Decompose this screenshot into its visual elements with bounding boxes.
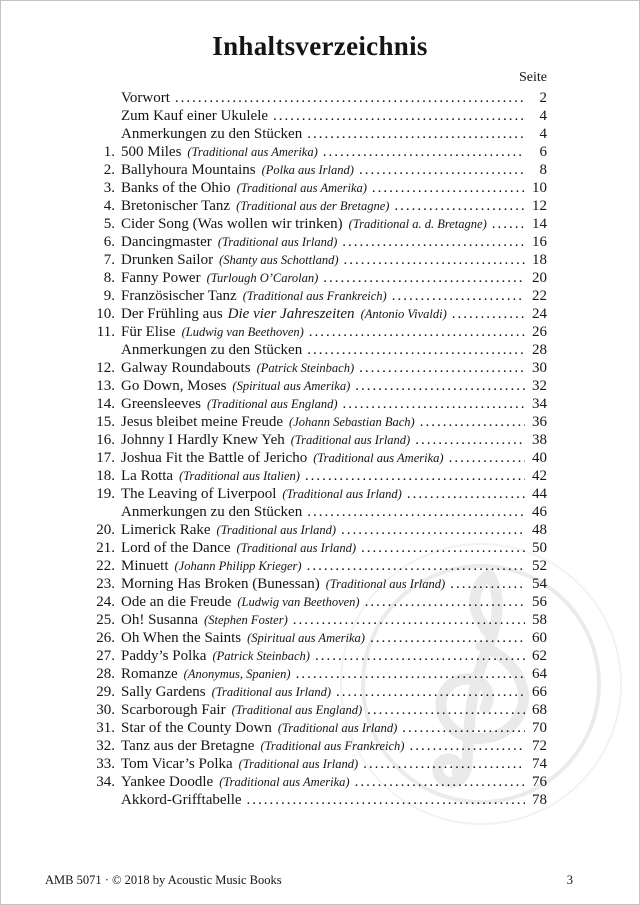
entry-title: Ballyhoura Mountains [121, 162, 256, 178]
entry-title: Für Elise [121, 324, 176, 340]
entry-detail: (Traditional aus Amerika) [236, 181, 367, 195]
entry-number: 15. [96, 414, 115, 430]
entry-title: Star of the County Down [121, 720, 272, 736]
toc-entry [79, 467, 547, 485]
entry-title: Johnny I Hardly Knew Yeh [121, 432, 285, 448]
toc-entry [79, 665, 547, 683]
entry-number: 34. [96, 774, 115, 790]
entry-detail: (Spiritual aus Amerika) [247, 631, 365, 645]
dotted-leader [367, 701, 525, 719]
entry-detail: (Traditional aus der Bretagne) [236, 199, 390, 213]
dotted-leader [293, 611, 525, 629]
entry-page: 22 [532, 288, 547, 304]
entry-number: 31. [96, 720, 115, 736]
entry-detail: (Traditional aus Irland) [216, 523, 337, 537]
entry-title: Tom Vicar’s Polka [121, 756, 233, 772]
entry-page: 38 [532, 432, 547, 448]
entry-number: 27. [96, 648, 115, 664]
entry-number: 22. [96, 558, 115, 574]
entry-detail: (Stephen Foster) [204, 613, 288, 627]
entry-detail: (Traditional aus Irland) [217, 235, 338, 249]
dotted-leader [452, 305, 525, 323]
dotted-leader [363, 755, 525, 773]
dotted-leader [449, 449, 525, 467]
toc-entry [79, 413, 547, 431]
entry-page: 26 [532, 324, 547, 340]
entry-page: 40 [532, 450, 547, 466]
toc-entry [79, 791, 547, 809]
entry-title: Anmerkungen zu den Stücken [121, 342, 303, 358]
entry-number: 18. [96, 468, 115, 484]
entry-detail: (Traditional aus Amerika) [313, 451, 444, 465]
dotted-leader [370, 629, 525, 647]
entry-detail: (Ludwig van Beethoven) [181, 325, 304, 339]
toc-entry [79, 593, 547, 611]
dotted-leader [365, 593, 525, 611]
dotted-leader [342, 233, 525, 251]
dotted-leader [407, 485, 525, 503]
dotted-leader [247, 791, 525, 809]
entry-page: 56 [532, 594, 547, 610]
entry-number: 8. [103, 270, 115, 286]
entry-title: Romanze [121, 666, 178, 682]
toc-entry [79, 485, 547, 503]
entry-page: 50 [532, 540, 547, 556]
entry-number: 23. [96, 576, 115, 592]
entry-page: 18 [532, 252, 547, 268]
entry-detail: (Ludwig van Beethoven) [237, 595, 360, 609]
entry-detail: (Johann Philipp Krieger) [174, 559, 302, 573]
entry-page: 46 [532, 504, 547, 520]
entry-detail: (Traditional aus Irland) [282, 487, 402, 501]
seite-column-header: Seite [519, 70, 547, 85]
entry-detail: (Traditional aus Irland) [238, 757, 359, 771]
entry-detail: (Traditional a. d. Bretagne) [348, 217, 487, 231]
dotted-leader [296, 665, 525, 683]
entry-title: Fanny Power [121, 270, 201, 286]
entry-page: 16 [532, 234, 547, 250]
dotted-leader [415, 431, 525, 449]
entry-title: Anmerkungen zu den Stücken [121, 126, 303, 142]
entry-title: Tanz aus der Bretagne [121, 738, 255, 754]
entry-title: Sally Gardens [121, 684, 206, 700]
entry-page: 14 [532, 216, 547, 232]
page-title: Inhaltsverzeichnis [212, 31, 428, 61]
entry-title: Anmerkungen zu den Stücken [121, 504, 303, 520]
entry-number: 21. [96, 540, 115, 556]
entry-detail: (Turlough O’Carolan) [206, 271, 319, 285]
entry-detail: (Traditional aus Amerika) [219, 775, 350, 789]
toc-entry [79, 215, 547, 233]
entry-detail: (Patrick Steinbach) [256, 361, 355, 375]
entry-page: 48 [532, 522, 547, 538]
entry-page: 68 [532, 702, 547, 718]
entry-page: 64 [532, 666, 547, 682]
entry-number: 7. [103, 252, 115, 268]
dotted-leader [305, 467, 525, 485]
entry-detail: (Spiritual aus Amerika) [232, 379, 351, 393]
entry-title: Joshua Fit the Battle of Jericho [121, 450, 308, 466]
entry-number: 12. [96, 360, 115, 376]
toc-entry [79, 701, 547, 719]
entry-detail: (Shanty aus Schottland) [219, 253, 339, 267]
entry-title: Yankee Doodle [121, 774, 214, 790]
entry-number: 13. [96, 378, 115, 394]
dotted-leader [359, 161, 525, 179]
entry-page: 12 [532, 198, 547, 214]
entry-page: 58 [532, 612, 547, 628]
dotted-leader [307, 557, 525, 575]
toc-list [1, 89, 639, 809]
toc-entry [79, 125, 547, 143]
entry-detail: (Patrick Steinbach) [212, 649, 310, 663]
entry-title: 500 Miles [121, 144, 182, 160]
toc-entry [79, 269, 547, 287]
toc-entry [79, 89, 547, 107]
toc-entry [79, 323, 547, 341]
entry-number: 20. [96, 522, 115, 538]
entry-number: 14. [96, 396, 115, 412]
entry-page: 34 [532, 396, 547, 412]
entry-page: 76 [532, 774, 547, 790]
toc-entry [79, 557, 547, 575]
dotted-leader [402, 719, 525, 737]
entry-number: 2. [103, 162, 115, 178]
dotted-leader [341, 521, 525, 539]
toc-entry [79, 161, 547, 179]
entry-detail: (Traditional aus Irland) [277, 721, 398, 735]
entry-page: 32 [532, 378, 547, 394]
entry-number: 5. [103, 216, 115, 232]
footer-page-number: 3 [566, 873, 573, 887]
entry-title: Oh When the Saints [121, 630, 242, 646]
toc-entry [79, 197, 547, 215]
entry-page: 30 [532, 360, 547, 376]
entry-number: 29. [96, 684, 115, 700]
dotted-leader [372, 179, 525, 197]
entry-number: 26. [96, 630, 115, 646]
dotted-leader [309, 323, 525, 341]
dotted-leader [392, 287, 525, 305]
entry-page: 54 [532, 576, 547, 592]
entry-detail: (Traditional aus Amerika) [187, 145, 318, 159]
dotted-leader [336, 683, 525, 701]
toc-entry [79, 521, 547, 539]
entry-number: 25. [96, 612, 115, 628]
entry-title: Greensleeves [121, 396, 201, 412]
toc-entry [79, 107, 547, 125]
entry-number: 19. [96, 486, 115, 502]
dotted-leader [273, 107, 525, 125]
entry-page: 72 [532, 738, 547, 754]
entry-title: Banks of the Ohio [121, 180, 231, 196]
entry-title: Jesus bleibet meine Freude [121, 414, 284, 430]
entry-number: 6. [103, 234, 115, 250]
entry-title: Drunken Sailor [121, 252, 214, 268]
toc-entry [79, 305, 547, 323]
toc-entry [79, 719, 547, 737]
entry-number: 3. [103, 180, 115, 196]
entry-title-italic: Die vier Jahreszeiten [227, 306, 355, 322]
entry-title: The Leaving of Liverpool [121, 486, 277, 502]
dotted-leader [361, 539, 525, 557]
dotted-leader [492, 215, 525, 233]
entry-title: Vorwort [121, 90, 170, 106]
toc-entry [79, 431, 547, 449]
dotted-leader [394, 197, 525, 215]
toc-entry [79, 233, 547, 251]
entry-number: 28. [96, 666, 115, 682]
entry-page: 78 [532, 792, 547, 808]
entry-detail: (Traditional aus Frankreich) [242, 289, 387, 303]
toc-entry [79, 575, 547, 593]
dotted-leader [343, 395, 525, 413]
entry-number: 30. [96, 702, 115, 718]
entry-title: Ode an die Freude [121, 594, 232, 610]
entry-title: Dancingmaster [121, 234, 212, 250]
toc-entry [79, 539, 547, 557]
dotted-leader [355, 377, 525, 395]
footer [45, 873, 573, 888]
toc-entry [79, 395, 547, 413]
dotted-leader [420, 413, 525, 431]
toc-entry [79, 503, 547, 521]
dotted-leader [323, 143, 525, 161]
dotted-leader [323, 269, 525, 287]
dotted-leader [175, 89, 525, 107]
entry-title: Galway Roundabouts [121, 360, 251, 376]
toc-entry [79, 449, 547, 467]
entry-title: Limerick Rake [121, 522, 211, 538]
entry-title: Der Frühling aus [121, 306, 223, 322]
entry-page: 62 [532, 648, 547, 664]
entry-page: 74 [532, 756, 547, 772]
entry-number: 9. [103, 288, 115, 304]
entry-title: La Rotta [121, 468, 174, 484]
entry-title: Scarborough Fair [121, 702, 226, 718]
entry-title: Morning Has Broken (Bunessan) [121, 576, 320, 592]
entry-detail: (Traditional aus Irland) [236, 541, 357, 555]
entry-page: 42 [532, 468, 547, 484]
dotted-leader [359, 359, 525, 377]
entry-detail: (Anonymus, Spanien) [183, 667, 291, 681]
entry-page: 24 [532, 306, 547, 322]
entry-title: Cider Song (Was wollen wir trinken) [121, 216, 343, 232]
entry-detail: (Traditional aus Irland) [211, 685, 332, 699]
dotted-leader [409, 737, 525, 755]
toc-entry [79, 611, 547, 629]
toc-entry [79, 737, 547, 755]
entry-detail: (Traditional aus Irland) [325, 577, 446, 591]
toc-entry [79, 755, 547, 773]
toc-entry [79, 683, 547, 701]
entry-title: Akkord-Grifftabelle [121, 792, 242, 808]
entry-detail: (Traditional aus England) [206, 397, 338, 411]
entry-page: 70 [532, 720, 547, 736]
toc-entry [79, 251, 547, 269]
entry-title: Zum Kauf einer Ukulele [121, 108, 269, 124]
entry-number: 16. [96, 432, 115, 448]
entry-page: 28 [532, 342, 547, 358]
entry-page: 66 [532, 684, 547, 700]
entry-page: 20 [532, 270, 547, 286]
entry-page: 2 [539, 90, 547, 106]
entry-title: Lord of the Dance [121, 540, 231, 556]
entry-page: 36 [532, 414, 547, 430]
toc-entry [79, 341, 547, 359]
dotted-leader [315, 647, 525, 665]
entry-number: 32. [96, 738, 115, 754]
entry-page: 6 [539, 144, 547, 160]
entry-title: Paddy’s Polka [121, 648, 207, 664]
entry-number: 11. [96, 324, 115, 340]
toc-entry [79, 773, 547, 791]
entry-title: Minuett [121, 558, 169, 574]
entry-title: Go Down, Moses [121, 378, 227, 394]
entry-number: 24. [96, 594, 115, 610]
entry-number: 4. [103, 198, 115, 214]
entry-detail: (Johann Sebastian Bach) [289, 415, 415, 429]
toc-entry [79, 287, 547, 305]
dotted-leader [307, 503, 525, 521]
dotted-leader [307, 341, 525, 359]
toc-entry [79, 179, 547, 197]
entry-page: 4 [539, 108, 547, 124]
toc-entry [79, 359, 547, 377]
toc-entry [79, 377, 547, 395]
entry-detail: (Traditional aus Irland) [290, 433, 411, 447]
entry-page: 60 [532, 630, 547, 646]
entry-number: 10. [96, 306, 115, 322]
entry-number: 17. [96, 450, 115, 466]
toc-entry [79, 629, 547, 647]
toc-entry [79, 143, 547, 161]
entry-title: Oh! Susanna [121, 612, 199, 628]
toc-entry [79, 647, 547, 665]
entry-number: 1. [103, 144, 115, 160]
entry-page: 8 [539, 162, 547, 178]
entry-detail: (Traditional aus Italien) [179, 469, 300, 483]
dotted-leader [355, 773, 525, 791]
entry-number: 33. [96, 756, 115, 772]
dotted-leader [344, 251, 525, 269]
dotted-leader [307, 125, 525, 143]
entry-title: Französischer Tanz [121, 288, 237, 304]
entry-page: 44 [532, 486, 547, 502]
dotted-leader [450, 575, 525, 593]
entry-page: 4 [539, 126, 547, 142]
entry-title: Bretonischer Tanz [121, 198, 231, 214]
entry-page: 10 [532, 180, 547, 196]
entry-page: 52 [532, 558, 547, 574]
footer-imprint: AMB 5071 · © 2018 by Acoustic Music Books [45, 873, 282, 887]
entry-detail: (Traditional aus England) [231, 703, 363, 717]
entry-detail: (Traditional aus Frankreich) [260, 739, 405, 753]
entry-detail: (Polka aus Irland) [261, 163, 354, 177]
entry-detail: (Antonio Vivaldi) [360, 307, 447, 321]
